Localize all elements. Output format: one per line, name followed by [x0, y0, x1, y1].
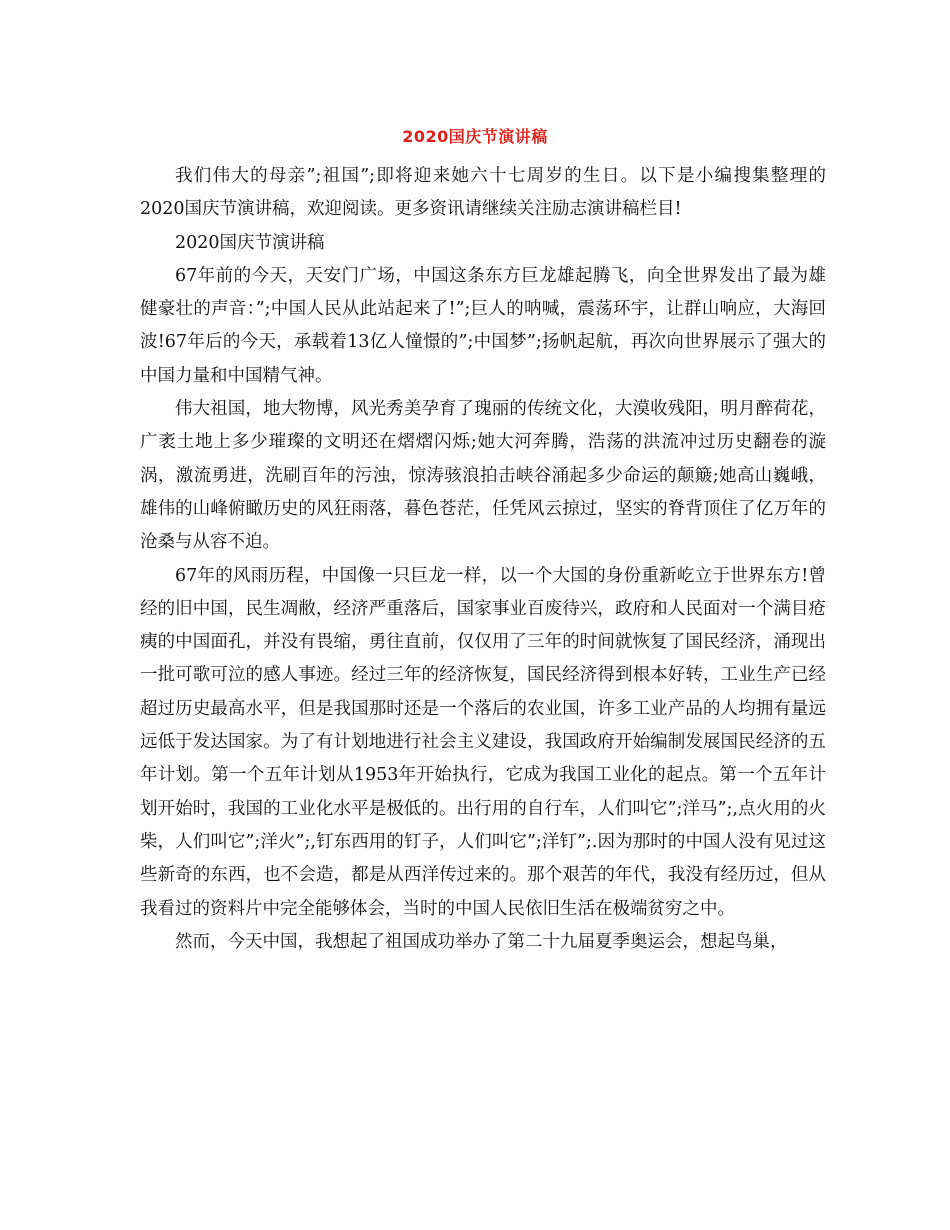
document-title: 2020国庆节演讲稿 [402, 127, 548, 146]
paragraph-subtitle: 2020国庆节演讲稿 [175, 232, 325, 253]
document-body [140, 160, 826, 959]
paragraph-today-china: 然而，今天中国，我想起了祖国成功举办了第二十九届夏季奥运会，想起鸟巢， [175, 931, 788, 952]
paragraph-great-motherland: 伟大祖国，地大物博，风光秀美孕育了瑰丽的传统文化，大漠收残阳，明月醉荷花，广袤土地上多少璀璨的文明还在熠熠闪烁;她大河奔腾，浩荡的洪流冲过历史翻卷的漩涡，激流勇进，洗刷百年的污浊，惊涛骇浪拍击峡谷涌起多少命运的颠簸;她高山巍峨，雄伟的山峰俯瞰历史的风狂雨落，暮色苍茫，任凭风云掠过，坚实的脊背顶住了亿万年的沧桑与从容不迫。 [140, 399, 826, 553]
paragraph-history: 67年的风雨历程，中国像一只巨龙一样，以一个大国的身份重新屹立于世界东方!曾经的旧中国，民生凋敝，经济严重落后，国家事业百废待兴，政府和人民面对一个满目疮痍的中国面孔，并没有畏缩，勇往直前，仅仅用了三年的时间就恢复了国民经济，涌现出一批可歌可泣的感人事迹。经过三年的经济恢复，国民经济得到根本好转，工业生产已经超过历史最高水平，但是我国那时还是一个落后的农业国，许多工业产品的人均拥有量远远低于发达国家。为了有计划地进行社会主义建设，我国政府开始编制发展国民经济的五年计划。第一个五年计划从1953年开始执行，它成为我国工业化的起点。第一个五年计划开始时，我国的工业化水平是极低的。出行用的自行车，人们叫它”;洋马”;,点火用的火柴，人们叫它”;洋火”;,钉东西用的钉子，人们叫它”;洋钉”;.因为那时的中国人没有见过这些新奇的东西，也不会造，都是从西洋传过来的。那个艰苦的年代，我没有经历过，但从我看过的资料片中完全能够体会，当时的中国人民依旧生活在极端贫穷之中。 [140, 565, 826, 919]
paragraph-intro: 我们伟大的母亲”;祖国”;即将迎来她六十七周岁的生日。以下是小编搜集整理的2020国庆节演讲稿，欢迎阅读。更多资讯请继续关注励志演讲稿栏目! [140, 166, 826, 220]
paragraph-67-years: 67年前的今天，天安门广场，中国这条东方巨龙雄起腾飞，向全世界发出了最为雄健豪壮的声音：”;中国人民从此站起来了!”;巨人的呐喊，震荡环宇，让群山响应，大海回波!67年后的今天，承载着13亿人憧憬的”;中国梦”;扬帆起航，再次向世界展示了强大的中国力量和中国精气神。 [140, 265, 826, 386]
